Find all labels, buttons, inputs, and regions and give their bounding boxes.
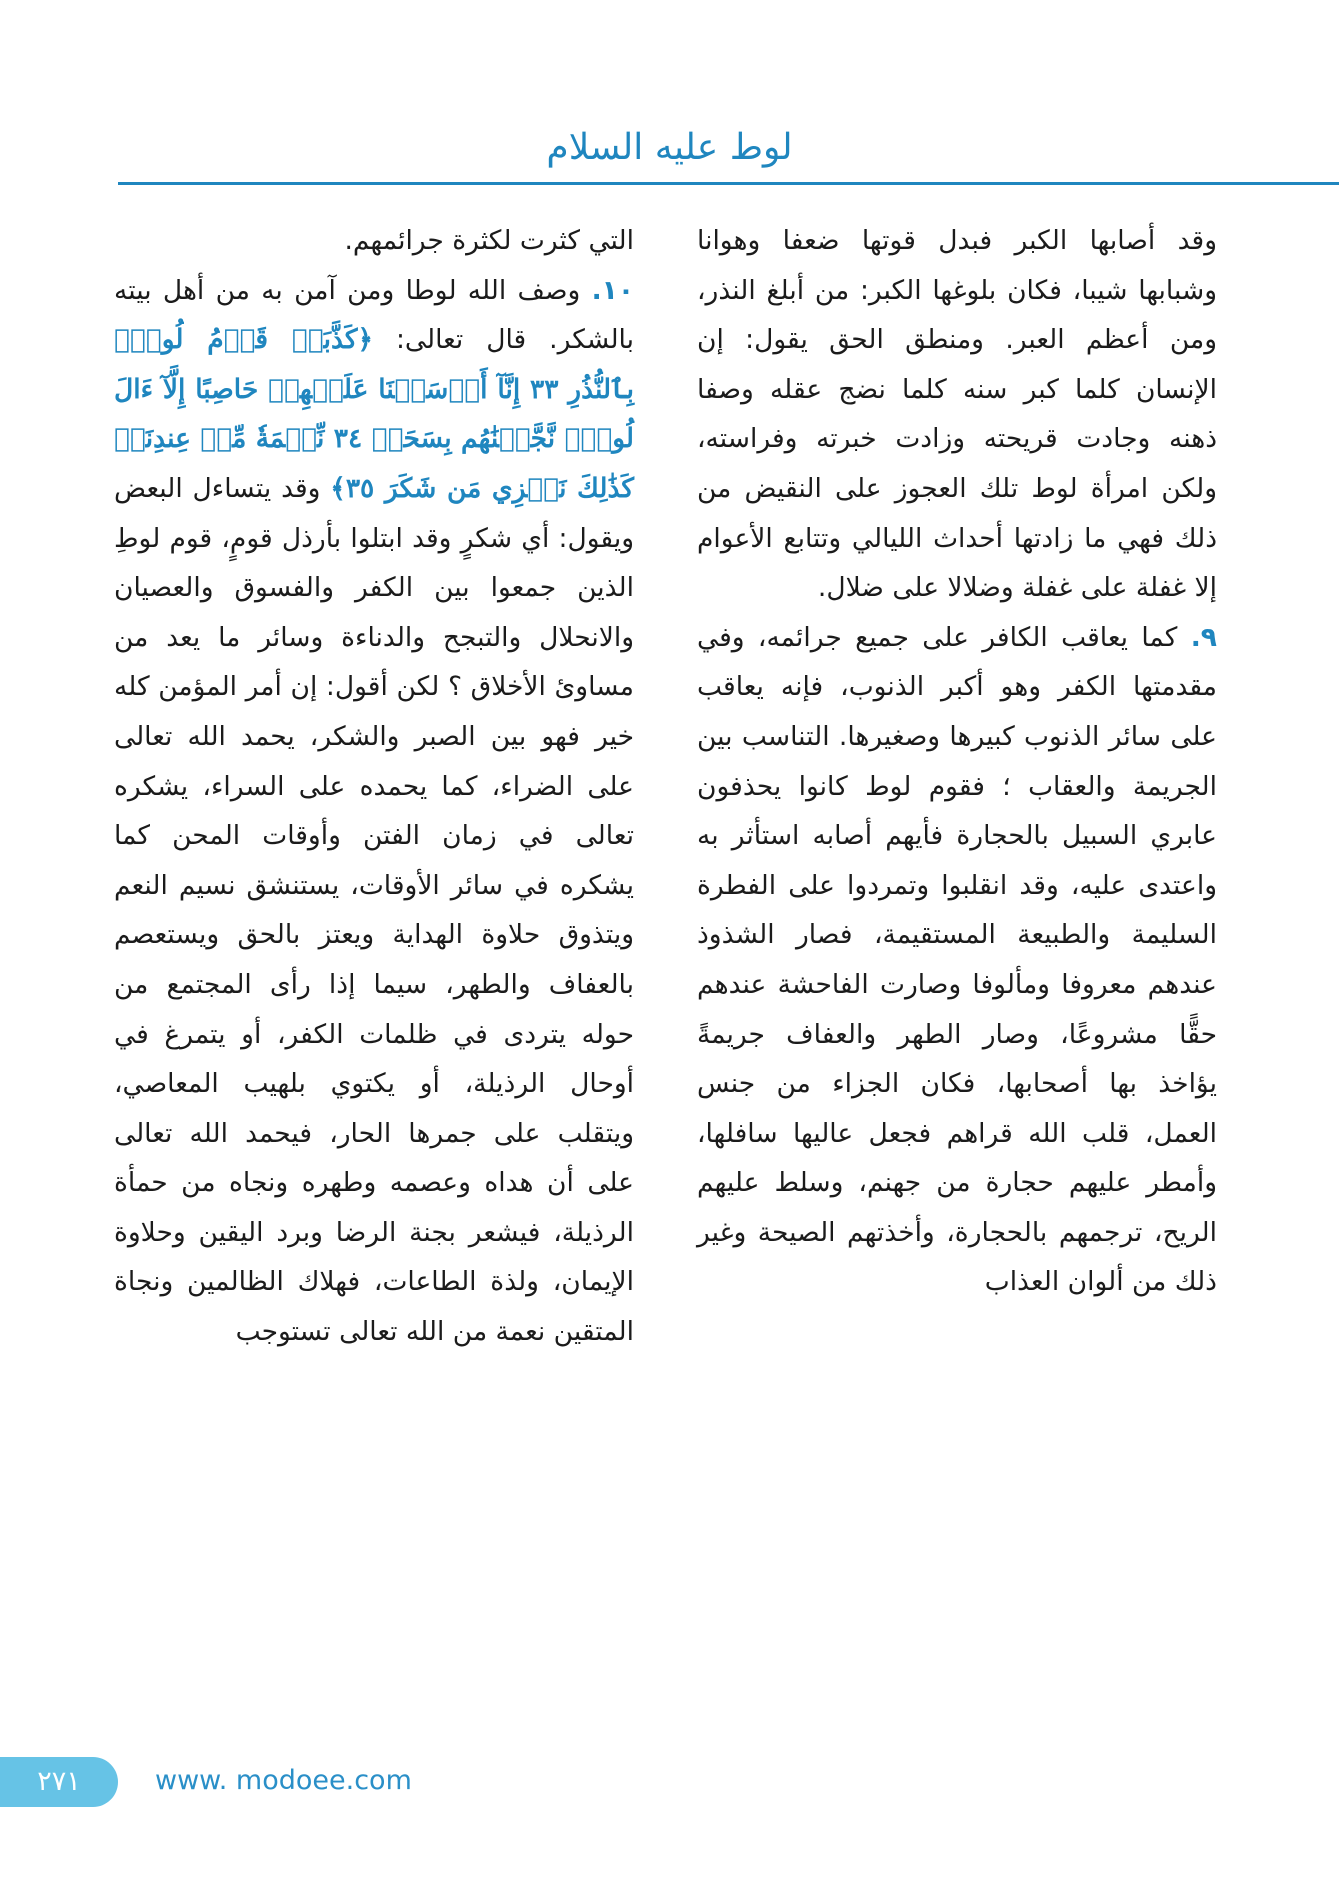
item-10 [114, 266, 634, 1357]
page-number-badge: ٢٧١ [0, 1757, 118, 1807]
right-column [697, 216, 1217, 1716]
chapter-title: لوط عليه السلام [546, 127, 793, 168]
item-9-text: كما يعاقب الكافر على جميع جرائمه، وفي مقدمتها الكفر وهو أكبر الذنوب، فإنه يعاقب على سائر الذنوب كبيرها وصغيرها. التناسب بين الجريمة والعقاب ؛ فقوم لوط كانوا يحذفون عابري السبيل بالحجارة فأيهم أصابه استأثر به واعتدى عليه، وقد انقلبوا وتمردوا على الفطرة السليمة والطبيعة المستقيمة، فصار الشذوذ عندهم معروفا ومألوفا وصارت الفاحشة عندهم حقًّا مشروعًا، وصار الطهر والعفاف جريمةً يؤاخذ بها أصحابها، فكان الجزاء من جنس العمل، قلب الله قراهم فجعل عاليها سافلها، وأمطر عليهم حجارة من جهنم، وسلط عليهم الريح، ترجمهم بالحجارة، وأخذتهم الصيحة وغير ذلك من ألوان العذاب [697, 621, 1217, 1298]
website-link[interactable]: www. modoee.com [155, 1765, 412, 1796]
item-10-text-after-verse: وقد يتساءل البعض ويقول: أي شكرٍ وقد ابتلوا بأرذل قومٍ، قوم لوطِ الذين جمعوا بين الكفر والفسوق والعصيان والانحلال والتبجح والدناءة وسائر ما يعد من مساوئ الأخلاق ؟ لكن أقول: إن أمر المؤمن كله خير فهو بين الصبر والشكر، يحمد الله تعالى على الضراء، كما يحمده على السراء، يشكره تعالى في زمان الفتن وأوقات المحن كما يشكره في سائر الأوقات، يستنشق نسيم النعم ويتذوق حلاوة الهداية ويعتز بالحق ويستعصم بالعفاف والطهر، سيما إذا رأى المجتمع من حوله يتردى في ظلمات الكفر، أو يتمرغ في أوحال الرذيلة، أو يكتوي بلهيب المعاصي، ويتقلب على جمرها الحار، فيحمد الله تعالى على أن هداه وعصمه وطهره ونجاه من حمأة الرذيلة، فيشعر بجنة الرضا وبرد اليقين وحلاوة الإيمان، ولذة الطاعات، فهلاك الظالمين ونجاة المتقين نعمة من الله تعالى تستوجب [114, 472, 634, 1348]
left-column-intro: التي كثرت لكثرة جرائمهم. [344, 225, 634, 256]
item-9-number: ٩. [1190, 621, 1217, 653]
item-9 [697, 613, 1217, 1307]
header-rule [118, 182, 1339, 185]
item-10-number: ١٠. [591, 274, 634, 306]
item-10-text-before-verse: وصف الله لوطا ومن آمن به من أهل بيته بالشكر. قال تعالى: [114, 274, 634, 356]
quran-verse: ﴿كَذَّبَتۡ قَوۡمُ لُوطِۭ بِٱلنُّذُرِ ٣٣ إِنَّآ أَرۡسَلۡنَا عَلَيۡهِمۡ حَاصِبًا إِلَّآ ءَالَ لُوطٖۖ نَّجَّيۡنَٰهُم بِسَحَرٖ ٣٤ نِّعۡمَةٗ مِّنۡ عِندِنَاۚ كَذَٰلِكَ نَجۡزِي مَن شَكَرَ ٣٥﴾ [114, 324, 634, 504]
left-column [114, 216, 634, 1716]
right-column-intro: وقد أصابها الكبر فبدل قوتها ضعفا وهوانا وشبابها شيبا، فكان بلوغها الكبر: من أبلغ النذر، ومن أعظم العبر. ومنطق الحق يقول: إن الإنسان كلما كبر سنه كلما نضج عقله وصفا ذهنه وجادت قريحته وزادت خبرته وفراسته، ولكن امرأة لوط تلك العجوز على النقيض من ذلك فهي ما زادتها أحداث الليالي وتتابع الأعوام إلا غفلة على غفلة وضلالا على ضلال. [697, 225, 1217, 604]
